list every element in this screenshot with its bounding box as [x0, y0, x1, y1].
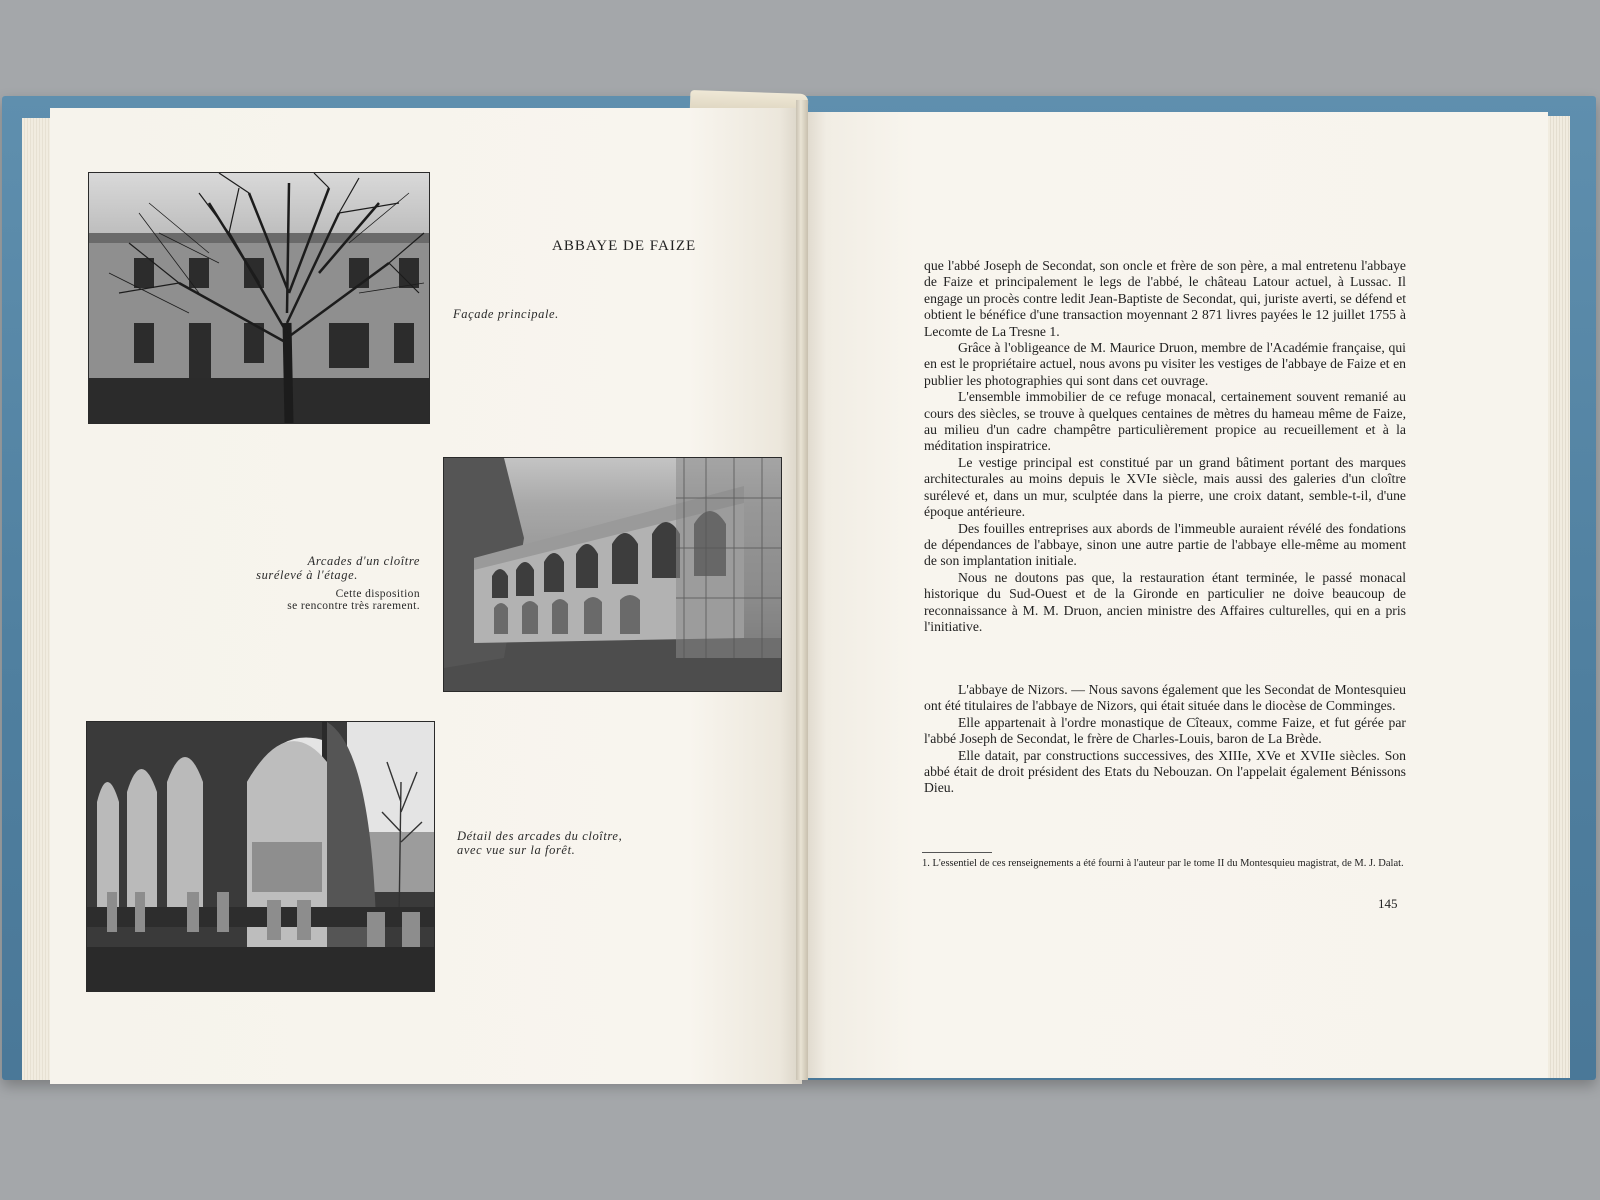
- footnote-rule: [922, 852, 992, 853]
- cloister-illustration: [444, 458, 781, 691]
- caption-cloister-line1: Arcades d'un cloître: [307, 554, 420, 568]
- paragraph-4: Le vestige principal est constitué par un grand bâtiment portant des marques architecturales au moins depuis le XVIe siècle, mais aussi des galeries d'un cloître surélevé et, dans un mur, sculptée dans la pierre, une croix datant, semble-t-il, d'une époque antérieure.: [924, 454, 1406, 520]
- paragraph-8: Elle appartenait à l'ordre monastique de Cîteaux, comme Faize, et fut gérée par l'abbé Joseph de Secondat, le frère de Charles-Louis, baron de La Brède.: [924, 714, 1406, 747]
- spine-gutter: [796, 100, 808, 1080]
- paragraph-1: que l'abbé Joseph de Secondat, son oncle et frère de son père, a mal entretenu l'abbaye de Faize et principalement le legs de l'abbé, le château Latour actuel, à Lussac. Il engage un procès contre ledit Jean-Baptiste de Secondat, qui, juriste averti, se défend et obtient le bénéfice d'une transaction moyennant 2 871 livres payées le 12 juillet 1755 à Lecomte de La Tresne 1.: [924, 258, 1406, 339]
- caption-cloister-note-line1: Cette disposition: [335, 588, 420, 600]
- caption-detail-line1: Détail des arcades du cloître,: [457, 829, 623, 843]
- caption-facade: Façade principale.: [453, 307, 559, 321]
- caption-cloister-note-line2: se rencontre très rarement.: [287, 600, 420, 612]
- facade-illustration: [89, 173, 429, 423]
- caption-detail-line2: avec vue sur la forêt.: [457, 843, 576, 857]
- paragraph-9: Elle datait, par constructions successives, des XIIIe, XVe et XVIIe siècles. Son abbé était de droit président des Etats du Nebouzan. On l'appelait également Bénissons Dieu.: [924, 747, 1406, 796]
- photo-cloister: [443, 457, 782, 692]
- arcades-illustration: [87, 722, 434, 991]
- body-text-block-2: [924, 682, 1406, 797]
- page-edges-left: [22, 118, 52, 1080]
- paragraph-2: Grâce à l'obligeance de M. Maurice Druon, membre de l'Académie française, qui en est le propriétaire actuel, nous avons pu visiter les vestiges de l'abbaye de Faize et en publier les photographies qui sont dans cet ouvrage.: [924, 340, 1406, 388]
- footnote: 1. L'essentiel de ces renseignements a été fourni à l'auteur par le tome II du Montesquieu magistrat, de M. J. Dalat.: [922, 858, 1404, 869]
- body-text-block-1: [924, 258, 1406, 635]
- section-title: ABBAYE DE FAIZE: [552, 238, 697, 254]
- paragraph-3: L'ensemble immobilier de ce refuge monacal, certainement souvent remanié au cours des siècles, se trouve à quelques centaines de mètres du hameau même de Faize, au milieu d'un cadre champêtre particulièrement propice au recueillement et à la méditation inspiratrice.: [924, 389, 1406, 454]
- paragraph-5: Des fouilles entreprises aux abords de l'immeuble auraient révélé des fondations de dépendances de l'abbaye, sinon une autre partie de l'abbaye elle-même au moment de son implantation initiale.: [924, 520, 1406, 569]
- page-number: 145: [1378, 896, 1398, 911]
- caption-cloister-line2: surélevé à l'étage.: [256, 568, 358, 582]
- photo-arcades: [86, 721, 435, 992]
- paragraph-7: L'abbaye de Nizors. — Nous savons également que les Secondat de Montesquieu ont été titulaires de l'abbaye de Nizors, qui était située dans le diocèse de Comminges.: [924, 682, 1406, 714]
- paragraph-6: Nous ne doutons pas que, la restauration étant terminée, le passé monacal historique du Sud-Ouest et de la Gironde en particulier ne doive beaucoup de reconnaissance à M. M. Druon, ancien ministre des Affaires culturelles, qui en a pris l'initiative.: [924, 569, 1406, 634]
- photo-facade: [88, 172, 430, 424]
